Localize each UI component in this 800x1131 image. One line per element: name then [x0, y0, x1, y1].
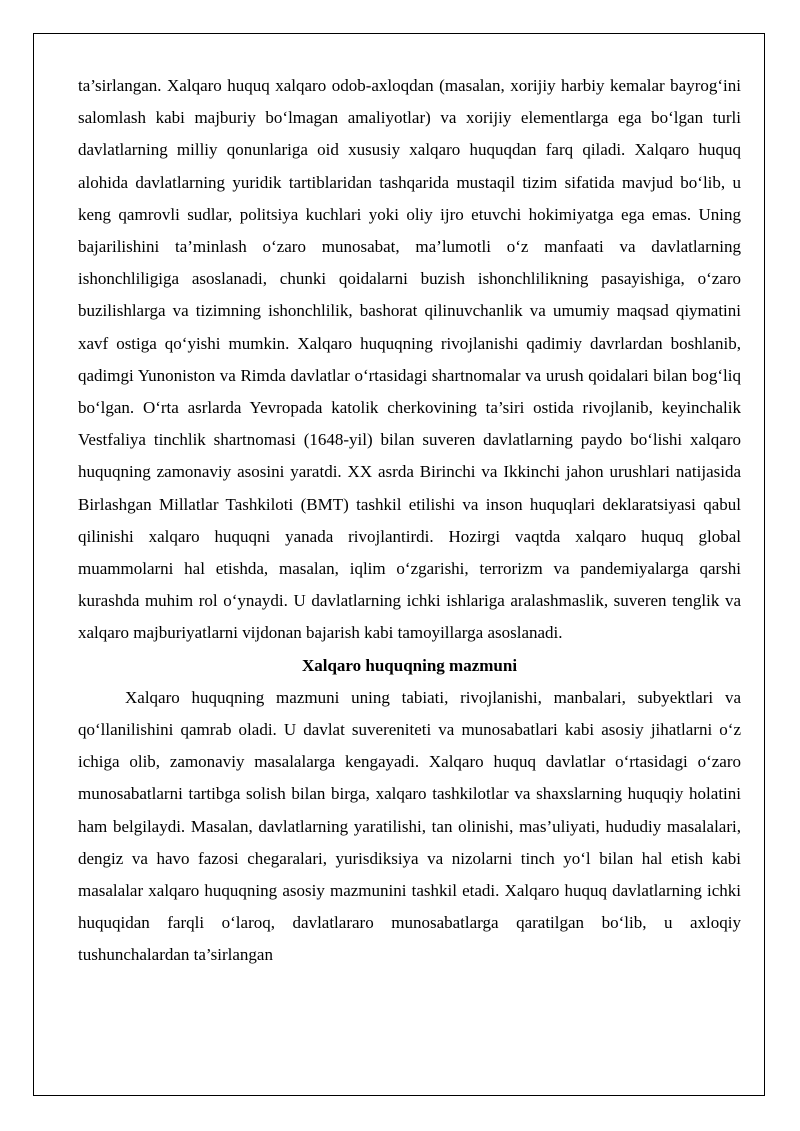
paragraph-content: Xalqaro huquqning mazmuni uning tabiati, rivojlanishi, manbalari, subyektlari va qo‘llanilishini qamrab oladi. U davlat suvereniteti va munosabatlari kabi asosiy jihatlarni o‘z ichiga olib, zamonaviy masalalarga kengayadi. Xalqaro huquq davlatlar o‘rtasidagi o‘zaro munosabatlarni tartibga solish bilan birga, xalqaro tashkilotlar va shaxslarning huquqiy holatini ham belgilaydi. Masalan, davlatlarning yaratilishi, tan olinishi, mas’uliyati, hududiy masalalari, dengiz va havo fazosi chegaralari, yurisdiksiya va nizolarni tinch yo‘l bilan hal etish kabi masalalar xalqaro huquqning asosiy mazmunini tashkil etadi. Xalqaro huquq davlatlarning ichki huquqidan farqli o‘laroq, davlatlararo munosabatlarga qaratilgan bo‘lib, u axloqiy tushunchalardan ta’sirlangan: [78, 687, 741, 965]
document-body: [78, 70, 741, 972]
paragraph-intro: ta’sirlangan. Xalqaro huquq xalqaro odob-axloqdan (masalan, xorijiy harbiy kemalar bayrog‘ini salomlash kabi majburiy bo‘lmagan amaliyotlar) va xorijiy elementlarga ega bo‘lgan turli davlatlarning milliy qonunlariga oid xususiy xalqaro huquqdan farq qiladi. Xalqaro huquq alohida davlatlarning yuridik tartiblaridan tashqarida mustaqil tizim sifatida mavjud bo‘lib, u keng qamrovli sudlar, politsiya kuchlari yoki oliy ijro etuvchi hokimiyatga ega emas. Uning bajarilishini ta’minlash o‘zaro munosabat, ma’lumotli o‘z manfaati va davlatlarning ishonchliligiga asoslanadi, chunki qoidalarni buzish ishonchlilikning pasayishiga, o‘zaro buzilishlarga va tizimning ishonchlilik, bashorat qilinuvchanlik va umumiy maqsad qiymatini xavf ostiga qo‘yishi mumkin. Xalqaro huquqning rivojlanishi qadimiy davrlardan boshlanib, qadimgi Yunoniston va Rimda davlatlar o‘rtasidagi shartnomalar va urush qoidalari bilan bog‘liq bo‘lgan. O‘rta asrlarda Yevropada katolik cherkovining ta’siri ostida rivojlanib, keyinchalik Vestfaliya tinchlik shartnomasi (1648-yil) bilan suveren davlatlarning paydo bo‘lishi xalqaro huquqning zamonaviy asosini yaratdi. XX asrda Birinchi va Ikkinchi jahon urushlari natijasida Birlashgan Millatlar Tashkiloti (BMT) tashkil etilishi va inson huquqlari deklaratsiyasi qabul qilinishi xalqaro huquqni yanada rivojlantirdi. Hozirgi vaqtda xalqaro huquq global muammolarni hal etishda, masalan, iqlim o‘zgarishi, terrorizm va pandemiyalarga qarshi kurashda muhim rol o‘ynaydi. U davlatlarning ichki ishlariga aralashmaslik, suveren tenglik va xalqaro majburiyatlarni vijdonan bajarish kabi tamoyillarga asoslanadi.: [78, 76, 741, 643]
section-heading: Xalqaro huquqning mazmuni: [301, 655, 518, 675]
